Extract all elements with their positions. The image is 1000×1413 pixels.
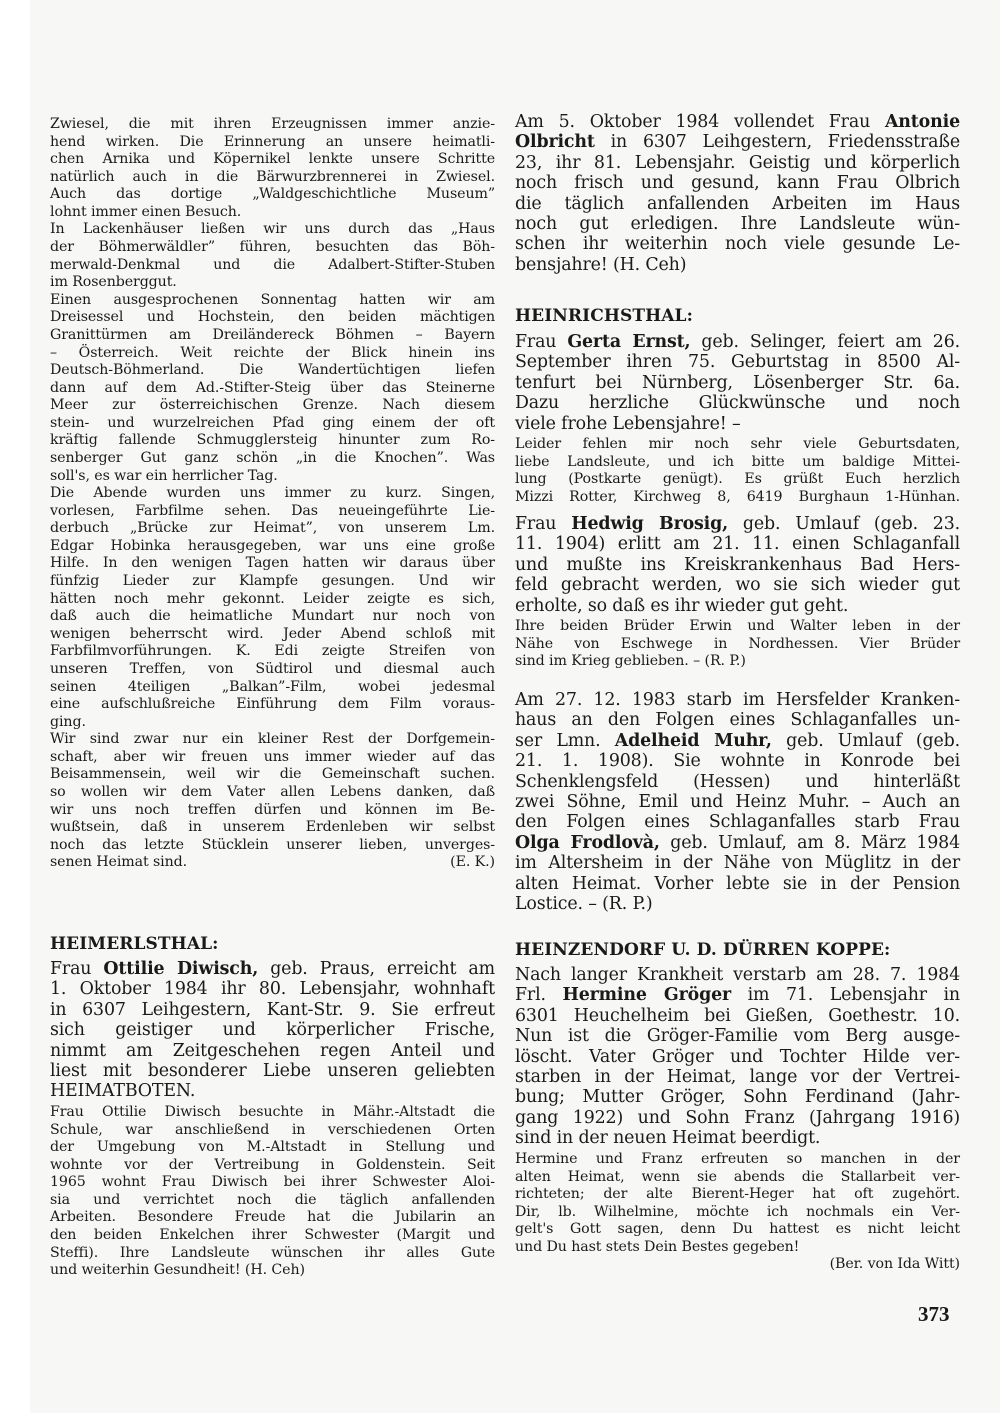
person-name: Gerta Ernst, bbox=[567, 332, 691, 352]
article-line: im Rosenberggut. bbox=[50, 274, 177, 291]
detail-line: den beiden Enkelchen ihrer Schwester (Margit und bbox=[50, 1227, 495, 1244]
article-line: chen Arnika und Köpernikel lenkte unsere Schritte bbox=[50, 151, 495, 168]
notice-line: September ihren 75. Geburtstag in 8500 Al- bbox=[515, 352, 960, 373]
notice-line: 11. 1904) erlitt am 21. 11. einen Schlaganfall bbox=[515, 534, 960, 555]
notice-text: geb. Umlauf (geb. bbox=[771, 730, 960, 751]
notice-line bbox=[515, 132, 960, 152]
notice-line: bensjahre! (H. Ceh) bbox=[515, 254, 687, 275]
note-line: richteten; der alte Bierent-Heger hat oft zugehört. bbox=[515, 1186, 960, 1203]
notice-line: sich geistiger und körperlicher Frische, bbox=[50, 1020, 495, 1041]
detail-line: 1965 wohnt Frau Diwisch bei ihrer Schwester Aloi- bbox=[50, 1174, 495, 1191]
detail-line: Frau Ottilie Diwisch besuchte in Mähr.-Altstadt die bbox=[50, 1104, 495, 1120]
ernst-note bbox=[515, 436, 960, 506]
ernst-notice bbox=[515, 332, 960, 434]
diwisch-details bbox=[50, 1104, 495, 1280]
article-line: vorlesen, Farbfilme sehen. Das neueingeführte Lie- bbox=[50, 502, 495, 519]
article-line: Zwiesel, die mit ihren Erzeugnissen immer anzie- bbox=[50, 116, 495, 132]
article-line: daß auch die heimatliche Mundart nur noch von bbox=[50, 608, 495, 625]
article-line: schaft, aber wir freuen uns immer wieder auf das bbox=[50, 748, 495, 765]
person-name: Olga Frodlovà, bbox=[515, 832, 660, 853]
note-line: liebe Landsleute, und ich bitte um baldige Mittei- bbox=[515, 453, 960, 470]
notice-line: nimmt am Zeitgeschehen regen Anteil und bbox=[50, 1040, 495, 1061]
notice-line: gang 1922) und Sohn Franz (Jahrgang 1916) bbox=[515, 1107, 960, 1128]
notice-line: in 6307 Leihgestern, Kant-Str. 9. Sie erfreut bbox=[50, 999, 495, 1020]
section-heimerlsthal bbox=[50, 934, 495, 954]
notice-line: HEIMATBOTEN. bbox=[50, 1081, 196, 1102]
notice-line: starben in der Heimat, lange vor der Vertrei- bbox=[515, 1067, 960, 1088]
brosig-note bbox=[515, 618, 960, 671]
notice-line: 21. 1. 1908). Sie wohnte in Konrode bei bbox=[515, 751, 960, 772]
notice-line bbox=[515, 833, 960, 853]
person-name: Antonie bbox=[884, 112, 960, 132]
article-line: Die Abende wurden uns immer zu kurz. Singen, bbox=[50, 485, 495, 502]
detail-line: Arbeiten. Besondere Freude hat die Jubilarin an bbox=[50, 1209, 495, 1226]
notice-line: 1. Oktober 1984 ihr 80. Lebensjahr, wohnhaft bbox=[50, 979, 495, 1000]
notice-text: in 6307 Leihgestern, Friedensstraße bbox=[594, 132, 960, 153]
section-heading: HEINRICHSTHAL: bbox=[515, 306, 693, 326]
person-name: Ottilie Diwisch, bbox=[103, 959, 259, 979]
notice-line bbox=[515, 332, 960, 352]
notice-line bbox=[515, 514, 960, 534]
article-line: – Österreich. Weit reichte der Blick hinein ins bbox=[50, 344, 495, 361]
notice-line: tenfurt bei Nürnberg, Lösenberger Str. 6a. bbox=[515, 372, 960, 393]
notice-line: 6301 Heuchelheim bei Gießen, Goethestr. 10. bbox=[515, 1005, 960, 1026]
note-line: gelt's Gott sagen, denn Du hattest es nicht leicht bbox=[515, 1221, 960, 1238]
notice-line: Schenklengsfeld (Hessen) und hinterläßt bbox=[515, 771, 960, 792]
article-line: Granittürmen am Dreiländereck Böhmen – Bayern bbox=[50, 326, 495, 343]
notice-line: und mußte ins Kreiskrankenhaus Bad Hers- bbox=[515, 554, 960, 575]
person-name: Hermine Gröger bbox=[562, 985, 732, 1006]
detail-line: und weiterhin Gesundheit! (H. Ceh) bbox=[50, 1262, 305, 1279]
note-line: Leider fehlen mir noch sehr viele Geburtsdaten, bbox=[515, 436, 960, 452]
notice-line: löscht. Vater Gröger und Tochter Hilde ver- bbox=[515, 1046, 960, 1067]
muhr-notice bbox=[515, 690, 960, 914]
article-line: Hilfe. In den wenigen Tagen hatten wir daraus über bbox=[50, 555, 495, 572]
note-line: sind im Krieg geblieben. – (R. P.) bbox=[515, 653, 746, 670]
article-line: Meer zur österreichischen Grenze. Nach diesem bbox=[50, 397, 495, 414]
article-line: Auch das dortige „Waldgeschichtliche Museum” bbox=[50, 186, 495, 203]
article-line: senen Heimat sind. bbox=[50, 854, 188, 871]
article-line: natürlich auch in die Bärwurzbrennerei in Zwiesel. bbox=[50, 168, 495, 185]
article-line: wußtsein, daß in unserem Erdenleben wir selbst bbox=[50, 819, 495, 836]
article-line: hend wirken. Die Erinnerung an unsere heimatli- bbox=[50, 133, 495, 150]
article-last-line bbox=[50, 854, 495, 872]
article-line: Wir sind zwar nur ein kleiner Rest der Dorfgemein- bbox=[50, 731, 495, 748]
notice-text: im 71. Lebensjahr in bbox=[731, 985, 960, 1006]
notice-line: schen ihr weiterhin noch viele gesunde Le- bbox=[515, 234, 960, 255]
notice-line bbox=[515, 112, 960, 132]
notice-line: bung; Mutter Gröger, Sohn Ferdinand (Jahr- bbox=[515, 1087, 960, 1108]
notice-line: den Folgen eines Schlaganfalles starb Frau bbox=[515, 812, 960, 833]
olbricht-notice bbox=[515, 112, 960, 275]
notice-text: ser Lmn. bbox=[515, 730, 615, 751]
article-line: so wollen wir dem Vater allen Lebens danken, daß bbox=[50, 783, 495, 800]
notice-line: noch gut erledigen. Ihre Landsleute wün- bbox=[515, 214, 960, 235]
notice-line bbox=[515, 731, 960, 751]
notice-text: Am 5. Oktober 1984 vollendet Frau bbox=[515, 112, 885, 132]
note-line: Nähe von Eschwege in Nordhessen. Vier Brüder bbox=[515, 635, 960, 652]
detail-line: der Umgebung von M.-Altstadt in Stellung und bbox=[50, 1139, 495, 1156]
notice-text: geb. Praus, erreicht am bbox=[258, 959, 495, 979]
article-line: eine aufschlußreiche Einführung dem Film voraus- bbox=[50, 696, 495, 713]
article-line: Einen ausgesprochenen Sonnentag hatten wir am bbox=[50, 291, 495, 308]
notice-line: Nun ist die Gröger-Familie vom Berg ausge- bbox=[515, 1026, 960, 1047]
travel-report-article bbox=[50, 116, 495, 872]
note-line: Ihre beiden Brüder Erwin und Walter leben in der bbox=[515, 618, 960, 634]
notice-line: noch frisch und gesund, kann Frau Olbrich bbox=[515, 173, 960, 194]
article-line: unseren Treffen, von Südtirol und diesmal auch bbox=[50, 660, 495, 677]
note-line: alten Heimat, wenn sie abends die Stallarbeit ver- bbox=[515, 1168, 960, 1185]
note-line: Dir, lb. Wilhelmine, möchte ich nochmals ein Ver- bbox=[515, 1203, 960, 1220]
article-line: merwald-Denkmal und die Adalbert-Stifter-Stuben bbox=[50, 256, 495, 273]
notice-line: die täglich anfallenden Arbeiten im Haus bbox=[515, 193, 960, 214]
article-line: noch das letzte Stücklein unserer lieben, unverges- bbox=[50, 836, 495, 853]
diwisch-notice bbox=[50, 959, 495, 1102]
notice-text: Frau bbox=[515, 332, 568, 352]
notice-line: Am 27. 12. 1983 starb im Hersfelder Kranken- bbox=[515, 690, 960, 710]
notice-text: Frl. bbox=[515, 985, 563, 1006]
person-name: Olbricht bbox=[515, 132, 595, 153]
article-line: seinen 4teiligen „Balkan”-Film, wobei jedesmal bbox=[50, 678, 495, 695]
article-line: Edgar Hobinka herausgegeben, war uns eine große bbox=[50, 537, 495, 554]
note-line: Mizzi Rotter, Kirchweg 8, 6419 Burghaun 1-Hünhan. bbox=[515, 488, 960, 505]
notice-text: Frau bbox=[50, 959, 104, 979]
detail-line: wohnte vor der Vertreibung in Goldenstein. Seit bbox=[50, 1156, 495, 1173]
notice-line: Lostice. – (R. P.) bbox=[515, 894, 653, 915]
section-heading: HEIMERLSTHAL: bbox=[50, 934, 219, 954]
article-line: lohnt immer einen Besuch. bbox=[50, 203, 242, 220]
article-line: stein- und wurzelreichen Pfad ging einem der oft bbox=[50, 414, 495, 431]
notice-text: geb. Selinger, feiert am 26. bbox=[690, 332, 960, 352]
notice-line: 23, ihr 81. Lebensjahr. Geistig und körperlich bbox=[515, 152, 960, 173]
article-line: senberger Gut ganz schön „in die Knochen”. Was bbox=[50, 449, 495, 466]
article-line: ging. bbox=[50, 713, 86, 730]
person-name: Hedwig Brosig, bbox=[571, 514, 729, 534]
notice-line: sind in der neuen Heimat beerdigt. bbox=[515, 1128, 821, 1149]
notice-text: geb. Umlauf, am 8. März 1984 bbox=[659, 832, 961, 853]
notice-line: erholte, so daß es ihr wieder gut geht. bbox=[515, 595, 849, 616]
detail-line: sia und verrichtet noch die täglich anfallenden bbox=[50, 1191, 495, 1208]
notice-line: zwei Söhne, Emil und Heinz Muhr. – Auch an bbox=[515, 792, 960, 813]
article-line: hätten noch mehr gekonnt. Leider zeigte es sich, bbox=[50, 590, 495, 607]
notice-text: geb. Umlauf (geb. 23. bbox=[728, 514, 961, 534]
brosig-notice bbox=[515, 514, 960, 616]
notice-text: Frau bbox=[515, 514, 572, 534]
note-line: lung (Postkarte genügt). Es grüßt Euch herzlich bbox=[515, 471, 960, 488]
article-line: soll's, es war ein herrlicher Tag. bbox=[50, 467, 278, 484]
page-number: 373 bbox=[918, 1302, 950, 1326]
groeger-notice bbox=[515, 965, 960, 1149]
notice-line: alten Heimat. Vorher lebte sie in der Pension bbox=[515, 873, 960, 894]
note-line: Hermine und Franz erfreuten so manchen in der bbox=[515, 1151, 960, 1167]
notice-line: feld gebracht werden, wo sie sich wieder gut bbox=[515, 575, 960, 596]
article-line: wir uns noch treffen dürfen und können im Be- bbox=[50, 801, 495, 818]
note-line: und Du hast stets Dein Bestes gegeben! bbox=[515, 1238, 800, 1255]
groeger-note bbox=[515, 1151, 960, 1274]
article-line: kräftig fallende Schmugglersteig hinunter zum Ro- bbox=[50, 432, 495, 449]
notice-line bbox=[50, 959, 495, 979]
notice-line: liest mit besonderer Liebe unseren geliebten bbox=[50, 1061, 495, 1082]
person-name: Adelheid Muhr, bbox=[614, 730, 772, 751]
article-line: fünfzig Lieder zur Klampfe gesungen. Und wir bbox=[50, 573, 495, 590]
article-line: In Lackenhäuser ließen wir uns durch das „Haus bbox=[50, 221, 495, 238]
detail-line: Steffi). Ihre Landsleute wünschen ihr alles Gute bbox=[50, 1244, 495, 1261]
section-heinrichsthal bbox=[515, 306, 960, 326]
article-line: derbuch „Brücke zur Heimat”, von unserem Lm. bbox=[50, 520, 495, 537]
article-line: Farbfilmvorführungen. K. Edi zeigte Streifen von bbox=[50, 643, 495, 660]
notice-line: im Altersheim in der Nähe von Müglitz in der bbox=[515, 853, 960, 874]
author-signature: (E. K.) bbox=[450, 854, 495, 871]
article-line: dann auf dem Ad.-Stifter-Steig über das Steinerne bbox=[50, 379, 495, 396]
article-line: Dreisessel und Hochstein, den beiden mächtigen bbox=[50, 309, 495, 326]
notice-line: Dazu herzliche Glückwünsche und noch bbox=[515, 393, 960, 414]
article-line: wenigen beherrscht wird. Jeder Abend schloß mit bbox=[50, 625, 495, 642]
section-heinzendorf bbox=[515, 940, 960, 960]
detail-line: Schule, war anschließend in verschiedenen Orten bbox=[50, 1121, 495, 1138]
notice-line bbox=[515, 985, 960, 1005]
article-line: Deutsch-Böhmerland. Die Wandertüchtigen liefen bbox=[50, 362, 495, 379]
notice-line: haus an den Folgen eines Schlaganfalles un- bbox=[515, 710, 960, 731]
article-line: der Böhmerwäldler” führen, besuchten das Böh- bbox=[50, 239, 495, 256]
author-signature: (Ber. von Ida Witt) bbox=[829, 1256, 960, 1273]
notice-line: Nach langer Krankheit verstarb am 28. 7. 1984 bbox=[515, 965, 960, 985]
notice-line: viele frohe Lebensjahre! – bbox=[515, 413, 741, 434]
article-line: Beisammensein, weil wir die Gemeinschaft suchen. bbox=[50, 766, 495, 783]
section-heading: HEINZENDORF U. D. DÜRREN KOPPE: bbox=[515, 940, 891, 960]
